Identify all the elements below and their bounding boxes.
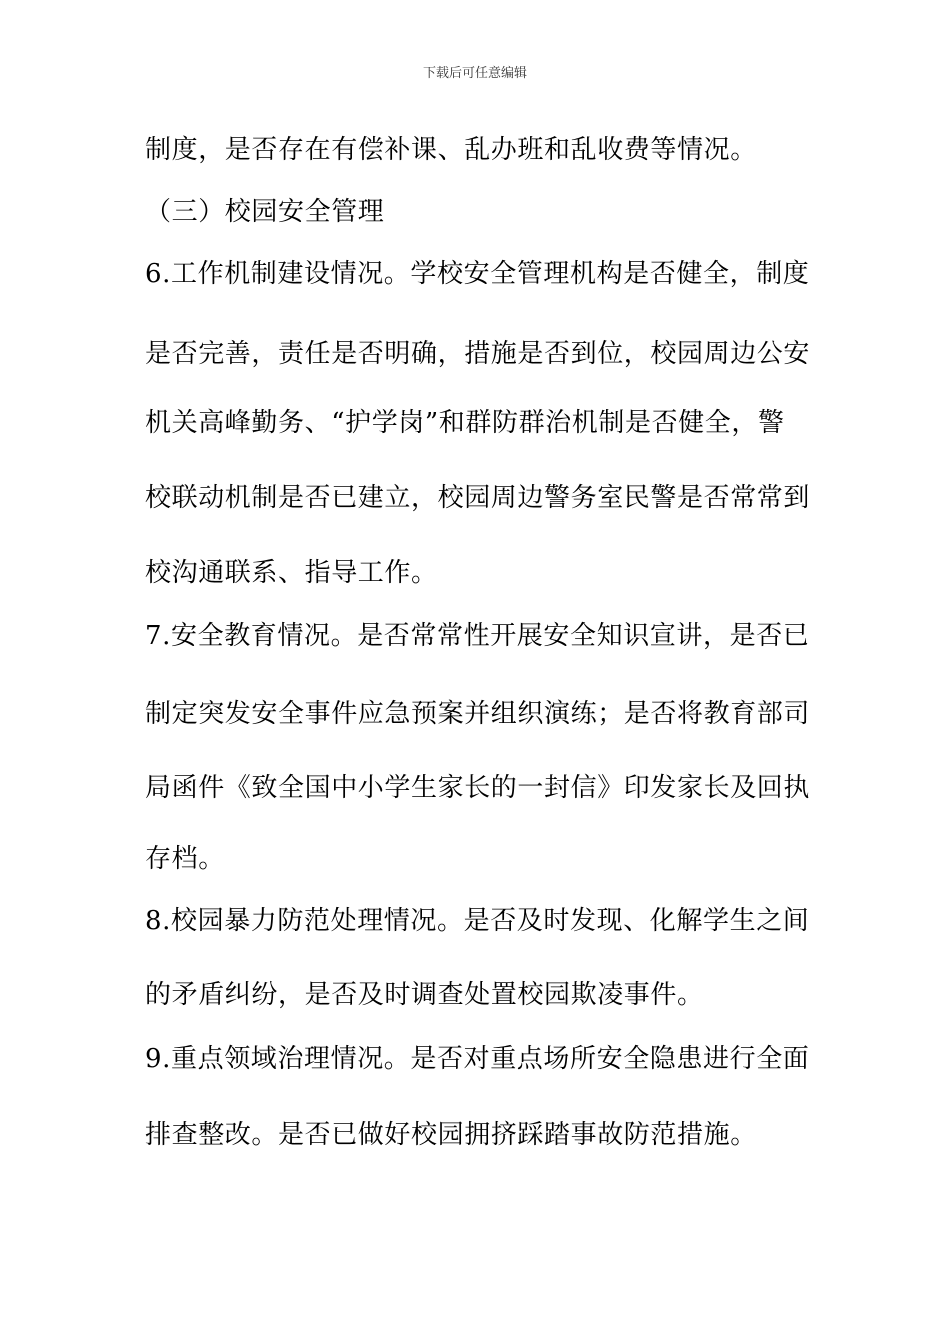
text-line-4: 是否完善，责任是否明确，措施是否到位，校园周边公安 <box>145 339 811 369</box>
text-line-3: 6.工作机制建设情况。学校安全管理机构是否健全，制度 <box>145 259 810 289</box>
text-line-10: 局函件《致全国中小学生家长的一封信》印发家长及回执 <box>145 773 811 803</box>
section-heading: （三）校园安全管理 <box>145 197 385 227</box>
text-line-15: 排查整改。是否已做好校园拥挤踩踏事故防范措施。 <box>145 1120 757 1150</box>
text-line-6: 校联动机制是否已建立，校园周边警务室民警是否常常到 <box>145 483 811 513</box>
text-line-5: 机关高峰勤务、“护学岗”和群防群治机制是否健全，警 <box>145 408 785 438</box>
text-line-9: 制定突发安全事件应急预案并组织演练；是否将教育部司 <box>145 699 811 729</box>
text-line-13: 的矛盾纠纷，是否及时调查处置校园欺凌事件。 <box>145 980 704 1010</box>
text-line-14: 9.重点领域治理情况。是否对重点场所安全隐患进行全面 <box>145 1044 810 1074</box>
text-line-1: 制度，是否存在有偿补课、乱办班和乱收费等情况。 <box>145 135 757 165</box>
text-line-8: 7.安全教育情况。是否常常性开展安全知识宣讲，是否已 <box>145 621 810 651</box>
text-line-11: 存档。 <box>145 844 225 874</box>
text-line-12: 8.校园暴力防范处理情况。是否及时发现、化解学生之间 <box>145 906 810 936</box>
text-line-7: 校沟通联系、指导工作。 <box>145 558 438 588</box>
page-header: 下载后可任意编辑 <box>422 66 527 81</box>
